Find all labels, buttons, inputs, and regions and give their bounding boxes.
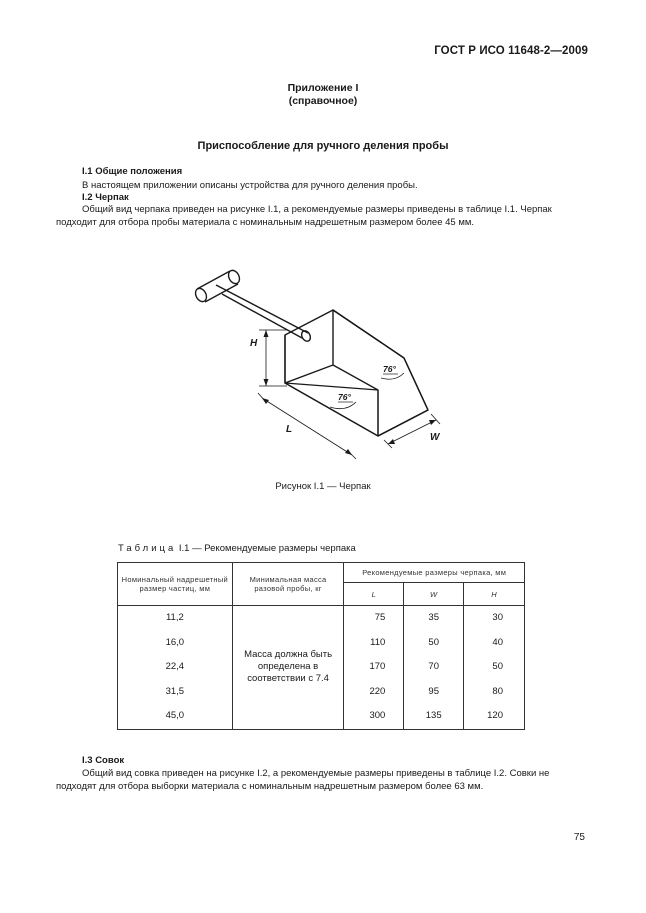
section-text-scoop-line2: подходит для отбора пробы материала с номинальным надрешетным размером более 45 мм. <box>56 217 475 228</box>
header-l: L <box>344 583 404 606</box>
back-wall <box>285 310 333 383</box>
column-l <box>344 606 404 730</box>
cell-h: 80 <box>492 685 503 697</box>
section-text-general: В настоящем приложении описаны устройства для ручного деления пробы. <box>82 180 418 191</box>
cell-size: 16,0 <box>165 636 185 648</box>
main-title: Приспособление для ручного деления пробы <box>197 140 449 152</box>
figure-caption: Рисунок I.1 — Черпак <box>275 481 371 492</box>
cell-size: 22,4 <box>165 661 185 672</box>
cell-w: 70 <box>428 661 439 672</box>
label-l: L <box>286 424 293 435</box>
cell-w: 135 <box>425 710 442 721</box>
label-h: H <box>250 338 258 349</box>
cell-size: 31,5 <box>165 685 185 697</box>
section-text-shovel-line1: Общий вид совка приведен на рисунке I.2, а рекомендуемые размеры приведены в таблице I.2. Совки не <box>82 768 550 779</box>
scoop-outline <box>285 310 428 436</box>
header-recommended: Рекомендуемые размеры черпака, мм <box>344 563 525 583</box>
table-caption <box>118 543 356 554</box>
cell-h: 120 <box>487 710 503 721</box>
table-caption-text: I.1 — Рекомендуемые размеры черпака <box>178 543 356 554</box>
label-angle-top: 76° <box>383 364 396 374</box>
cell-l: 300 <box>369 710 386 721</box>
page-number: 75 <box>573 832 585 843</box>
section-heading-shovel: I.3 Совок <box>82 755 125 766</box>
section-text-shovel-line2: подходят для отбора выборки материала с номинальным надрешетным размером более 63 мм. <box>56 781 484 792</box>
mass-note-line: соответствии с 7.4 <box>247 673 329 685</box>
section-heading-general: I.1 Общие положения <box>82 166 183 177</box>
column-w <box>404 606 464 730</box>
cell-h: 50 <box>492 661 503 672</box>
document-header: ГОСТ Р ИСО 11648-2—2009 <box>434 45 588 57</box>
cell-l: 220 <box>369 685 386 697</box>
cell-h: 40 <box>492 636 503 648</box>
column-size <box>118 606 233 730</box>
scoop-inner-edge <box>333 365 378 390</box>
scoop-bottom-right <box>378 410 428 436</box>
cell-l: 75 <box>374 612 386 623</box>
cell-w: 35 <box>428 612 439 623</box>
cell-mass-note <box>232 606 344 730</box>
annex-title: Приложение I <box>287 82 359 94</box>
header-h: H <box>464 583 525 606</box>
cell-w: 95 <box>428 685 439 697</box>
header-min-mass: Минимальная масса разовой пробы, кг <box>232 563 344 606</box>
table-caption-prefix: Таблица <box>118 543 177 554</box>
dim-h-line <box>259 330 287 386</box>
dim-l-line <box>258 393 356 459</box>
cell-size: 45,0 <box>165 710 185 721</box>
cell-w: 50 <box>428 636 439 648</box>
handle-shaft-end <box>300 329 312 342</box>
label-w: W <box>430 432 440 443</box>
mass-note-line: Масса должна быть <box>244 649 333 661</box>
mass-note-line: определена в <box>257 661 319 673</box>
cell-l: 170 <box>369 661 386 672</box>
cell-h: 30 <box>492 612 503 623</box>
angle-arc-bottom <box>330 402 356 409</box>
cell-l: 110 <box>370 636 386 648</box>
section-text-scoop-line1: Общий вид черпака приведен на рисунке I.1, а рекомендуемые размеры приведены в таблице I.1. Черпак <box>82 204 552 215</box>
header-w: W <box>404 583 464 606</box>
section-heading-scoop: I.2 Черпак <box>82 192 129 203</box>
column-h <box>464 606 525 730</box>
label-angle-bottom: 76° <box>338 392 351 402</box>
annex-subtitle: (справочное) <box>288 95 358 107</box>
dimensions-table <box>117 562 525 730</box>
header-particle-size: Номинальный надрешетный размер частиц, мм <box>118 563 233 606</box>
cell-size: 11,2 <box>165 612 184 623</box>
